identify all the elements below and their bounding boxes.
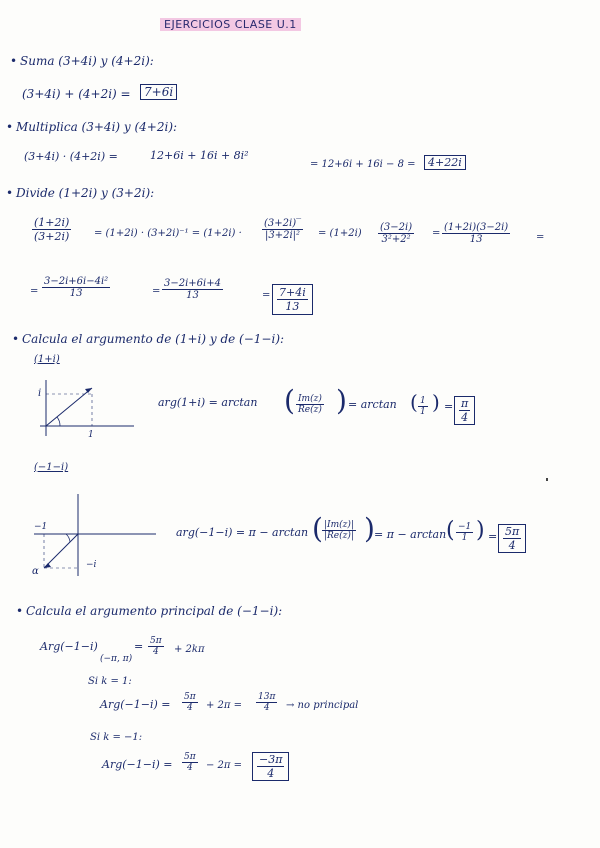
div-frac-4-den: 13	[469, 234, 483, 245]
div-frac-3-den: 3²+2²	[381, 234, 411, 245]
arg1-frac2-den: 1	[420, 407, 426, 417]
mult-line-mid: = 12+6i + 16i − 8 =	[310, 159, 416, 170]
princ-k2-lhs: Arg(−1−i) =	[102, 758, 173, 771]
arg1-paren-open: (	[284, 384, 295, 417]
div-frac-1	[32, 216, 71, 243]
arg2-result-den: 4	[508, 539, 516, 552]
arg2-label: (−1−i)	[34, 462, 69, 473]
princ-k2-frac	[182, 752, 198, 773]
div-frac-1-den: (3+2i)	[34, 230, 70, 243]
div-frac-4-num: (1+2i)(3−2i)	[444, 222, 509, 233]
arg1-axis-x-label: 1	[88, 430, 94, 440]
arg1-frac2	[418, 396, 428, 417]
princ-k2-label: Si k = −1:	[90, 732, 143, 743]
arg2-paren-open: (	[312, 512, 323, 545]
arg1-eq: =	[444, 400, 454, 413]
arg1-plane-diagram	[30, 376, 140, 444]
div-eq-mid: =	[152, 286, 161, 297]
arg1-mid: = arctan	[348, 398, 397, 411]
arg2-vector	[44, 534, 78, 568]
arg1-label: (1+i)	[34, 354, 60, 365]
arg2-lhs: arg(−1−i) = π − arctan	[176, 526, 309, 539]
div-frac-2-den: |3+2i|²	[265, 230, 301, 241]
princ-k1-result-num: 13π	[258, 692, 276, 702]
princ-k2-result-den: 4	[267, 767, 275, 780]
div-mid-1: = (1+2i) · (3+2i)⁻¹ = (1+2i) ·	[94, 228, 242, 239]
arg1-paren2-open: (	[410, 390, 418, 414]
div-mid-2: = (1+2i)	[318, 228, 362, 239]
arg1-paren2-close: )	[432, 390, 440, 414]
arg2-angle-arc	[66, 534, 70, 542]
div-result-den: 13	[285, 300, 300, 313]
div-frac-6	[162, 278, 223, 301]
arg2-frac2	[456, 522, 473, 543]
bullet-arg: •	[12, 332, 20, 346]
arg1-arrow-icon	[85, 388, 92, 393]
sum-heading: Suma (3+4i) y (4+2i):	[20, 54, 154, 68]
div-frac-3	[378, 222, 414, 245]
arg-heading: Calcula el argumento de (1+i) y de (−1−i):	[22, 332, 285, 346]
arg2-eq: =	[488, 530, 498, 543]
mult-result-box: 4+22i	[424, 155, 466, 170]
arg2-paren-close: )	[364, 512, 375, 545]
div-eq-start: =	[30, 286, 39, 297]
princ-k1-frac-num: 5π	[184, 692, 196, 702]
arg1-result-den: 4	[461, 411, 469, 424]
div-frac-4	[442, 222, 510, 245]
mult-line-left: (3+4i) · (4+2i) =	[24, 150, 118, 163]
arg1-paren-close: )	[336, 384, 347, 417]
div-eq-a: =	[432, 228, 441, 239]
princ-k1-mid: + 2π =	[206, 700, 243, 711]
mult-heading: Multiplica (3+4i) y (4+2i):	[16, 120, 178, 134]
princ-line1-frac-den: 4	[152, 647, 159, 657]
div-eq-end: =	[262, 290, 271, 301]
princ-k2-mid: − 2π =	[206, 760, 243, 771]
arg2-frac2-den: 1	[461, 533, 468, 543]
div-result-box	[272, 284, 313, 315]
arg1-axis-y-label: i	[38, 388, 42, 399]
arg2-result-box	[498, 524, 526, 553]
arg2-axis-y-label: −1	[34, 522, 48, 532]
princ-k1-result	[256, 692, 277, 713]
princ-line1-frac	[148, 636, 164, 657]
arg2-angle-label: α	[32, 566, 39, 577]
arg2-frac2-num: −1	[458, 522, 472, 532]
arg2-paren2-open: (	[446, 518, 455, 543]
arg1-frac-num: Im(z)	[296, 394, 324, 405]
princ-k1-label: Si k = 1:	[88, 676, 132, 687]
div-frac-5-num: 3−2i+6i−4i²	[44, 276, 109, 287]
bullet-mult: •	[6, 120, 14, 134]
princ-line1-sub: (−π, π)	[100, 654, 133, 664]
arg1-lhs: arg(1+i) = arctan	[158, 396, 258, 409]
princ-k1-lhs: Arg(−1−i) =	[100, 698, 171, 711]
arg1-angle-arc	[57, 417, 60, 426]
arg1-result-num: π	[461, 397, 469, 410]
princ-k2-result-box	[252, 752, 289, 781]
div-frac-6-num: 3−2i+6i+4	[164, 278, 221, 289]
div-frac-2	[262, 218, 303, 241]
princ-k2-result-num: −3π	[259, 753, 283, 766]
princ-line1-rest: + 2kπ	[174, 644, 205, 655]
princ-k1-frac	[182, 692, 198, 713]
arg2-arrow-icon	[44, 563, 51, 568]
sum-line: (3+4i) + (4+2i) =	[22, 87, 131, 101]
princ-k1-frac-den: 4	[186, 703, 193, 713]
arg1-frac	[296, 394, 324, 415]
bullet-sum: •	[10, 54, 18, 68]
arg2-paren2-close: )	[476, 518, 485, 543]
mult-scratch: 12+6i + 16i + 8i²	[150, 149, 249, 162]
div-result-num: 7+4i	[279, 286, 306, 299]
arg2-result-num: 5π	[505, 525, 520, 538]
arg2-mid: = π − arctan	[374, 528, 447, 541]
princ-k2-frac-num: 5π	[184, 752, 196, 762]
princ-line1-frac-num: 5π	[150, 636, 162, 646]
arg2-axis-x-label: −i	[86, 560, 97, 570]
sum-result-box: 7+6i	[140, 84, 177, 100]
div-eq-b: =	[536, 232, 545, 243]
princ-heading: Calcula el argumento principal de (−1−i):	[26, 604, 283, 618]
arg2-frac-num: |Im(z)|	[322, 520, 356, 531]
arg1-frac-den: Re(z)	[298, 405, 322, 415]
div-frac-5	[42, 276, 110, 299]
princ-k2-frac-den: 4	[186, 763, 193, 773]
arg2-frac-den: |Re(z)|	[324, 531, 354, 541]
div-frac-6-den: 13	[186, 290, 199, 301]
div-frac-1-num: (1+2i)	[34, 216, 70, 229]
div-frac-2-num: (3+2i)‾	[264, 218, 302, 229]
arg1-frac2-num: 1	[420, 396, 426, 406]
paper-speck	[546, 478, 548, 481]
princ-k1-result-den: 4	[263, 703, 270, 713]
bullet-princ: •	[16, 604, 24, 618]
arg2-frac	[322, 520, 356, 541]
div-heading: Divide (1+2i) y (3+2i):	[16, 186, 155, 200]
bullet-div: •	[6, 186, 14, 200]
princ-k1-note: → no principal	[286, 700, 359, 711]
princ-line1-lhs: Arg(−1−i)	[40, 640, 98, 653]
arg1-result-box	[454, 396, 475, 425]
princ-line1-eq: =	[134, 640, 144, 653]
page-title: EJERCICIOS CLASE U.1	[160, 18, 301, 31]
div-frac-3-num: (3−2i)	[380, 222, 413, 233]
div-frac-5-den: 13	[69, 288, 83, 299]
